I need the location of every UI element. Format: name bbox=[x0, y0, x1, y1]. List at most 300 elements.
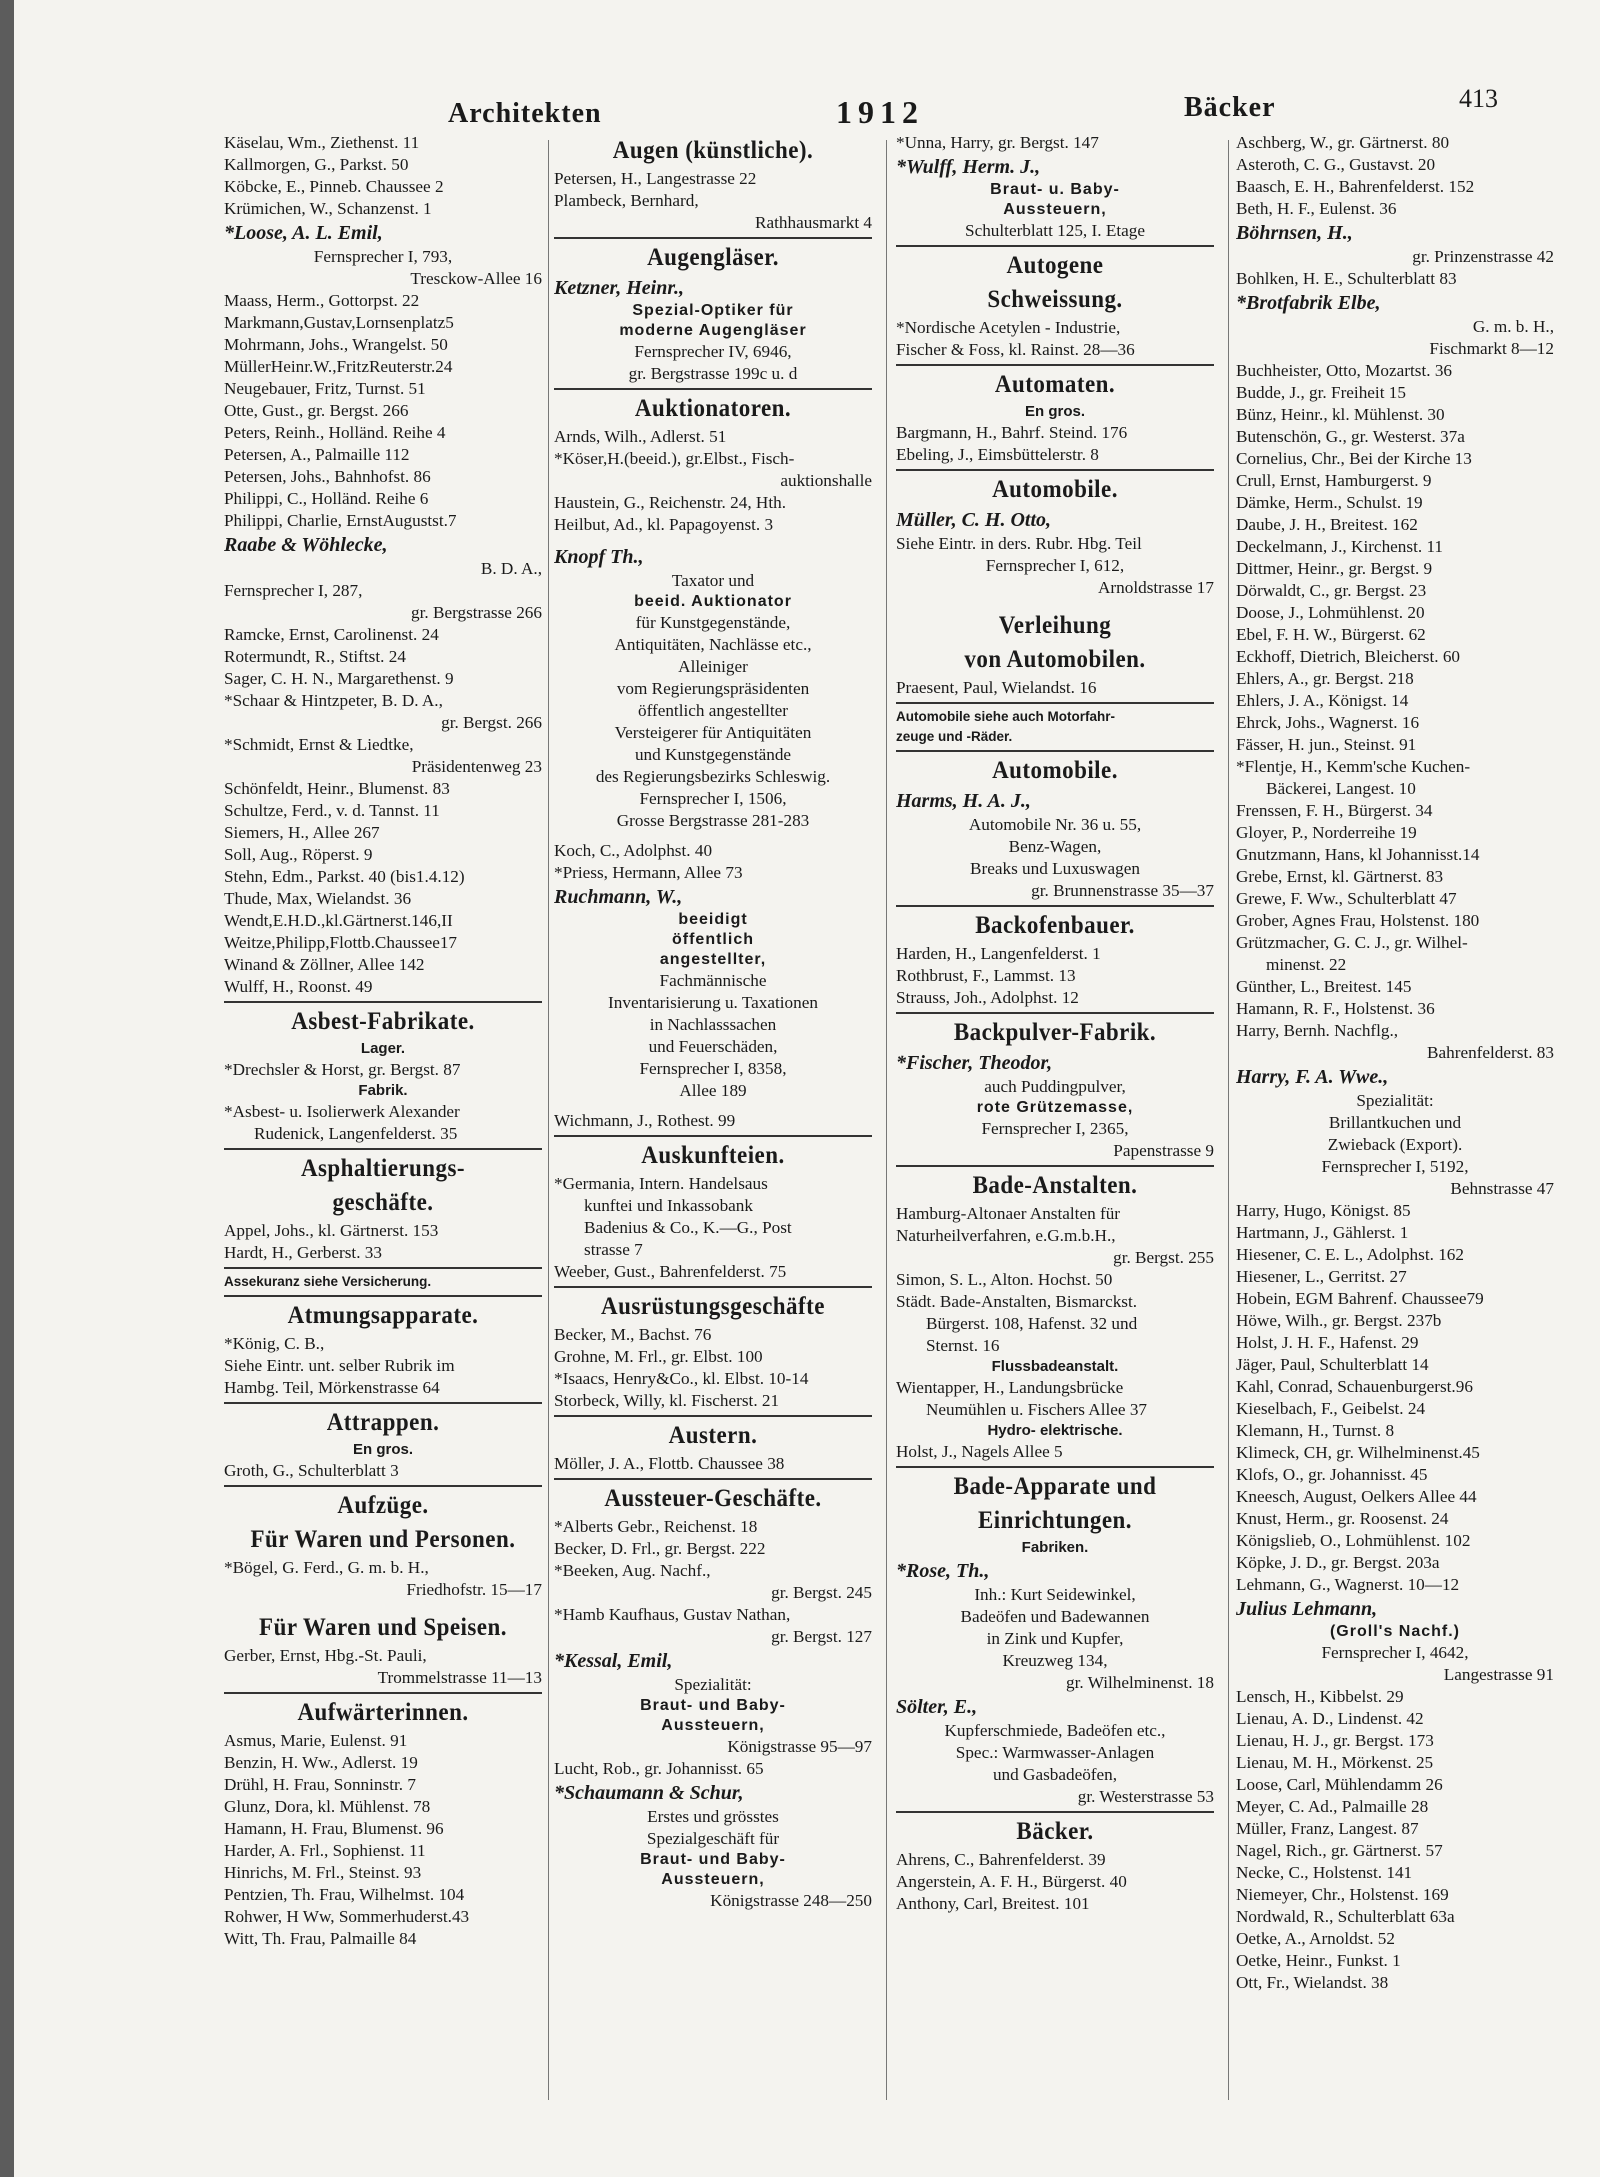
directory-entry: Lucht, Rob., gr. Johannisst. 65 bbox=[554, 1759, 764, 1778]
directory-entry: *Bögel, G. Ferd., G. m. b. H., bbox=[224, 1558, 429, 1577]
section-heading: Aufwärterinnen. bbox=[297, 1699, 469, 1726]
directory-entry: Ahrens, C., Bahrenfelderst. 39 bbox=[896, 1850, 1106, 1869]
directory-entry-address: Präsidentenweg 23 bbox=[411, 757, 542, 776]
section-heading: Schweissung. bbox=[987, 286, 1123, 313]
directory-entry: Fischer & Foss, kl. Rainst. 28—36 bbox=[896, 340, 1135, 359]
directory-entry: Strauss, Joh., Adolphst. 12 bbox=[896, 988, 1079, 1007]
directory-entry: Grohne, M. Frl., gr. Elbst. 100 bbox=[554, 1347, 763, 1366]
directory-entry-detail: Fernsprecher I, 4642, bbox=[1321, 1643, 1469, 1662]
directory-entry-detail: Zwieback (Export). bbox=[1327, 1135, 1463, 1154]
section-rule bbox=[896, 750, 1214, 752]
featured-firm-tagline: Spezial-Optiker für bbox=[632, 302, 794, 319]
featured-firm-name: Harry, F. A. Wwe., bbox=[1236, 1066, 1389, 1088]
directory-entry: Grewe, F. Ww., Schulterblatt 47 bbox=[1236, 889, 1457, 908]
directory-entry-detail: Fernsprecher I, 793, bbox=[313, 247, 453, 266]
featured-firm-name: Sölter, E., bbox=[896, 1696, 978, 1718]
directory-entry: Heilbut, Ad., kl. Papagoyenst. 3 bbox=[554, 515, 774, 534]
featured-firm-tagline: angestellter, bbox=[659, 951, 767, 968]
directory-entry-address: gr. Westerstrasse 53 bbox=[1077, 1787, 1214, 1806]
directory-entry: *Flentje, H., Kemm'sche Kuchen- bbox=[1236, 757, 1471, 776]
featured-firm-tagline: Aussteuern, bbox=[661, 1871, 765, 1888]
section-heading: von Automobilen. bbox=[964, 646, 1146, 673]
section-rule bbox=[554, 1415, 872, 1417]
directory-entry-continuation: strasse 7 bbox=[584, 1240, 643, 1259]
directory-entry-detail: Antiquitäten, Nachlässe etc., bbox=[614, 635, 812, 654]
directory-entry-detail: Fachmännische bbox=[659, 971, 767, 990]
directory-entry: Gerber, Ernst, Hbg.-St. Pauli, bbox=[224, 1646, 427, 1665]
directory-entry: Arnds, Wilh., Adlerst. 51 bbox=[554, 427, 727, 446]
directory-entry: Loose, Carl, Mühlendamm 26 bbox=[1236, 1775, 1443, 1794]
section-rule bbox=[224, 1402, 542, 1404]
section-subheading: En gros. bbox=[1024, 403, 1085, 420]
directory-entry: Grützmacher, G. C. J., gr. Wilhel- bbox=[1236, 933, 1468, 952]
directory-entry: Haustein, G., Reichenstr. 24, Hth. bbox=[554, 493, 786, 512]
directory-entry: *Isaacs, Henry&Co., kl. Elbst. 10-14 bbox=[554, 1369, 809, 1388]
directory-entry: Hobein, EGM Bahrenf. Chaussee79 bbox=[1236, 1289, 1484, 1308]
section-heading: Automobile. bbox=[992, 476, 1118, 503]
featured-firm-tagline: Braut- u. Baby- bbox=[990, 181, 1120, 198]
section-rule bbox=[896, 905, 1214, 907]
directory-entry-detail: Benz-Wagen, bbox=[1008, 837, 1102, 856]
directory-entry: Drühl, H. Frau, Sonninstr. 7 bbox=[224, 1775, 416, 1794]
directory-entry: Philippi, Charlie, ErnstAugustst.7 bbox=[224, 511, 457, 530]
directory-entry-address: Königstrasse 248—250 bbox=[710, 1891, 872, 1910]
directory-entry: Harden, H., Langenfelderst. 1 bbox=[896, 944, 1101, 963]
directory-entry: Bohlken, H. E., Schulterblatt 83 bbox=[1236, 269, 1457, 288]
featured-firm-tagline: öffentlich bbox=[672, 931, 754, 948]
directory-entry-address: gr. Wilhelminenst. 18 bbox=[1066, 1673, 1214, 1692]
section-subheading: Flussbadeanstalt. bbox=[991, 1358, 1119, 1375]
directory-entry: Grebe, Ernst, kl. Gärtnerst. 83 bbox=[1236, 867, 1444, 886]
directory-entry-address: auktionshalle bbox=[780, 471, 872, 490]
directory-entry-detail: auch Puddingpulver, bbox=[984, 1077, 1126, 1096]
directory-entry: Nordwald, R., Schulterblatt 63a bbox=[1236, 1907, 1455, 1926]
spacer bbox=[896, 599, 1214, 607]
section-heading: Für Waren und Speisen. bbox=[259, 1614, 507, 1641]
directory-entry: Aschberg, W., gr. Gärtnerst. 80 bbox=[1236, 133, 1450, 152]
directory-entry-address: Trommelstrasse 11—13 bbox=[377, 1668, 542, 1687]
directory-entry: Buchheister, Otto, Mozartst. 36 bbox=[1236, 361, 1453, 380]
directory-entry: Naturheilverfahren, e.G.m.b.H., bbox=[896, 1226, 1116, 1245]
directory-entry: Butenschön, G., gr. Westerst. 37a bbox=[1236, 427, 1465, 446]
section-heading: Ausrüstungsgeschäfte bbox=[601, 1293, 825, 1320]
directory-entry: Wichmann, J., Rothest. 99 bbox=[554, 1111, 736, 1130]
directory-entry: Käselau, Wm., Ziethenst. 11 bbox=[224, 133, 420, 152]
directory-entry: *Germania, Intern. Handelsaus bbox=[554, 1174, 768, 1193]
column-4 bbox=[1236, 132, 1554, 2122]
directory-entry: Wendt,E.H.D.,kl.Gärtnerst.146,II bbox=[224, 911, 453, 930]
directory-entry: Niemeyer, Chr., Holstenst. 169 bbox=[1236, 1885, 1449, 1904]
section-heading: Aufzüge. bbox=[337, 1492, 429, 1519]
section-heading: Auskunfteien. bbox=[641, 1142, 785, 1169]
directory-entry: Storbeck, Willy, kl. Fischerst. 21 bbox=[554, 1391, 780, 1410]
directory-entry: Beth, H. F., Eulenst. 36 bbox=[1236, 199, 1397, 218]
directory-entry-address: Papenstrasse 9 bbox=[1113, 1141, 1214, 1160]
directory-entry: Necke, C., Holstenst. 141 bbox=[1236, 1863, 1413, 1882]
directory-entry-detail: Kupferschmiede, Badeöfen etc., bbox=[944, 1721, 1166, 1740]
featured-firm-name: *Loose, A. L. Emil, bbox=[224, 222, 383, 244]
directory-entry-detail: Fernsprecher I, 8358, bbox=[639, 1059, 787, 1078]
section-heading: Automaten. bbox=[994, 371, 1116, 398]
section-rule bbox=[224, 1148, 542, 1150]
directory-entry: Klemann, H., Turnst. 8 bbox=[1236, 1421, 1395, 1440]
cross-reference-note: Automobile siehe auch Motorfahr- bbox=[896, 709, 1116, 724]
directory-entry: Philippi, C., Holländ. Reihe 6 bbox=[224, 489, 429, 508]
directory-entry-address: gr. Bergst. 266 bbox=[441, 713, 542, 732]
directory-entry: Köbcke, E., Pinneb. Chaussee 2 bbox=[224, 177, 444, 196]
directory-entry-address: Tresckow-Allee 16 bbox=[410, 269, 542, 288]
directory-entry: Krümichen, W., Schanzenst. 1 bbox=[224, 199, 432, 218]
directory-entry: Dittmer, Heinr., gr. Bergst. 9 bbox=[1236, 559, 1433, 578]
directory-entry: Plambeck, Bernhard, bbox=[554, 191, 699, 210]
directory-entry: Soll, Aug., Röperst. 9 bbox=[224, 845, 373, 864]
section-rule bbox=[896, 1811, 1214, 1813]
page-header bbox=[214, 84, 1570, 130]
directory-entry: Winand & Zöllner, Allee 142 bbox=[224, 955, 425, 974]
directory-entry: Lensch, H., Kibbelst. 29 bbox=[1236, 1687, 1404, 1706]
section-heading: Bade-Apparate und bbox=[953, 1473, 1157, 1500]
directory-entry: Hamann, R. F., Holstenst. 36 bbox=[1236, 999, 1435, 1018]
directory-entry: Hiesener, C. E. L., Adolphst. 162 bbox=[1236, 1245, 1464, 1264]
section-rule bbox=[554, 237, 872, 239]
directory-entry: Hambg. Teil, Mörkenstrasse 64 bbox=[224, 1378, 440, 1397]
featured-firm-tagline: Braut- und Baby- bbox=[640, 1851, 786, 1868]
directory-entry-detail: Grosse Bergstrasse 281-283 bbox=[616, 811, 810, 830]
directory-entry-continuation: minenst. 22 bbox=[1266, 955, 1347, 974]
directory-entry: Appel, Johs., kl. Gärtnerst. 153 bbox=[224, 1221, 439, 1240]
section-heading: Asbest-Fabrikate. bbox=[291, 1008, 475, 1035]
directory-entry-detail: in Nachlasssachen bbox=[649, 1015, 777, 1034]
directory-entry-continuation: kunftei und Inkassobank bbox=[584, 1196, 753, 1215]
featured-firm-name: Ruchmann, W., bbox=[554, 886, 683, 908]
directory-entry-detail: gr. Bergstrasse 199c u. d bbox=[628, 364, 798, 383]
column-2 bbox=[554, 132, 872, 2122]
directory-entry-address: Rathhausmarkt 4 bbox=[755, 213, 872, 232]
directory-entry-detail: des Regierungsbezirks Schleswig. bbox=[595, 767, 831, 786]
directory-entry-detail: in Zink und Kupfer, bbox=[986, 1629, 1124, 1648]
featured-firm-tagline: moderne Augengläser bbox=[619, 322, 807, 339]
directory-entry: Hartmann, J., Gählerst. 1 bbox=[1236, 1223, 1409, 1242]
directory-entry: Müller, Franz, Langest. 87 bbox=[1236, 1819, 1419, 1838]
featured-firm-name: Ketzner, Heinr., bbox=[554, 277, 685, 299]
directory-entry-detail: für Kunstgegenstände, bbox=[635, 613, 791, 632]
directory-entry-detail: Fernsprecher I, 612, bbox=[985, 556, 1125, 575]
directory-entry: Becker, M., Bachst. 76 bbox=[554, 1325, 712, 1344]
directory-entry-address: Fischmarkt 8—12 bbox=[1429, 339, 1554, 358]
directory-entry: Klofs, O., gr. Johannisst. 45 bbox=[1236, 1465, 1428, 1484]
directory-entry: Mohrmann, Johs., Wrangelst. 50 bbox=[224, 335, 448, 354]
directory-entry-address: gr. Prinzenstrasse 42 bbox=[1412, 247, 1554, 266]
featured-firm-tagline: (Groll's Nachf.) bbox=[1329, 1623, 1461, 1640]
section-heading: Attrappen. bbox=[326, 1409, 440, 1436]
directory-entry: Nagel, Rich., gr. Gärtnerst. 57 bbox=[1236, 1841, 1443, 1860]
directory-entry-detail: Schulterblatt 125, I. Etage bbox=[965, 221, 1145, 240]
directory-entry: Praesent, Paul, Wielandst. 16 bbox=[896, 678, 1097, 697]
directory-entry: *König, C. B., bbox=[224, 1334, 325, 1353]
featured-firm-name: Böhrnsen, H., bbox=[1236, 222, 1353, 244]
directory-entry-detail: Badeöfen und Badewannen bbox=[960, 1607, 1150, 1626]
directory-entry-address: G. m. b. H., bbox=[1472, 317, 1554, 336]
featured-firm-tagline: Aussteuern, bbox=[1003, 201, 1107, 218]
section-heading: Augengläser. bbox=[647, 244, 779, 271]
directory-entry: Budde, J., gr. Freiheit 15 bbox=[1236, 383, 1406, 402]
directory-entry-detail: Fernsprecher I, 1506, bbox=[639, 789, 787, 808]
column-divider bbox=[1228, 140, 1229, 2100]
section-rule bbox=[896, 364, 1214, 366]
directory-entry: Peters, Reinh., Holländ. Reihe 4 bbox=[224, 423, 446, 442]
directory-entry: Hamann, H. Frau, Blumenst. 96 bbox=[224, 1819, 444, 1838]
directory-entry-detail: Versteigerer für Antiquitäten bbox=[614, 723, 812, 742]
directory-entry-detail: Breaks und Luxuswagen bbox=[970, 859, 1140, 878]
featured-firm-name: *Fischer, Theodor, bbox=[896, 1052, 1053, 1074]
directory-entry: Gnutzmann, Hans, kl Johannisst.14 bbox=[1236, 845, 1480, 864]
featured-firm-tagline: Aussteuern, bbox=[661, 1717, 765, 1734]
section-heading: Verleihung bbox=[998, 612, 1112, 639]
section-heading: geschäfte. bbox=[332, 1189, 434, 1216]
directory-entry: Cornelius, Chr., Bei der Kirche 13 bbox=[1236, 449, 1472, 468]
directory-entry-detail: Automobile Nr. 36 u. 55, bbox=[968, 815, 1142, 834]
directory-entry-continuation: Rudenick, Langenfelderst. 35 bbox=[254, 1124, 458, 1143]
section-heading: Augen (künstliche). bbox=[612, 137, 814, 164]
directory-entry: Günther, L., Breitest. 145 bbox=[1236, 977, 1412, 996]
directory-entry: Ramcke, Ernst, Carolinenst. 24 bbox=[224, 625, 439, 644]
directory-entry: Lehmann, G., Wagnerst. 10—12 bbox=[1236, 1575, 1460, 1594]
directory-entry: MüllerHeinr.W.,FritzReuterstr.24 bbox=[224, 357, 453, 376]
directory-entry-continuation: Bürgerst. 108, Hafenst. 32 und bbox=[926, 1314, 1138, 1333]
directory-entry: Städt. Bade-Anstalten, Bismarckst. bbox=[896, 1292, 1138, 1311]
directory-entry: Harry, Hugo, Königst. 85 bbox=[1236, 1201, 1411, 1220]
directory-entry: Hiesener, L., Gerritst. 27 bbox=[1236, 1267, 1407, 1286]
featured-firm-tagline: Braut- und Baby- bbox=[640, 1697, 786, 1714]
section-rule bbox=[224, 1692, 542, 1694]
directory-entry: Grober, Agnes Frau, Holstenst. 180 bbox=[1236, 911, 1480, 930]
directory-entry-detail: Allee 189 bbox=[679, 1081, 747, 1100]
column-1 bbox=[224, 132, 542, 2122]
section-heading: Autogene bbox=[1006, 252, 1104, 279]
directory-entry: Ehlers, J. A., Königst. 14 bbox=[1236, 691, 1409, 710]
section-heading: Austern. bbox=[668, 1422, 758, 1449]
directory-entry: Wulff, H., Roonst. 49 bbox=[224, 977, 373, 996]
directory-entry: Kahl, Conrad, Schauenburgerst.96 bbox=[1236, 1377, 1473, 1396]
featured-firm-tagline: beeid. Auktionator bbox=[634, 593, 792, 610]
directory-entry-detail: und Feuerschäden, bbox=[648, 1037, 778, 1056]
section-rule bbox=[896, 469, 1214, 471]
directory-entry: Doose, J., Lohmühlenst. 20 bbox=[1236, 603, 1425, 622]
featured-firm-tagline: beeidigt bbox=[678, 911, 748, 928]
directory-entry: Stehn, Edm., Parkst. 40 (bis1.4.12) bbox=[224, 867, 465, 886]
directory-entry: Petersen, A., Palmaille 112 bbox=[224, 445, 410, 464]
section-rule bbox=[554, 1286, 872, 1288]
directory-entry: *Schmidt, Ernst & Liedtke, bbox=[224, 735, 414, 754]
directory-entry-detail: Erstes und grösstes bbox=[647, 1807, 779, 1826]
section-heading: Backofenbauer. bbox=[975, 912, 1135, 939]
directory-entry: Weeber, Gust., Bahrenfelderst. 75 bbox=[554, 1262, 787, 1281]
section-subheading: Fabriken. bbox=[1021, 1539, 1089, 1556]
directory-entry: Koch, C., Adolphst. 40 bbox=[554, 841, 713, 860]
directory-entry: Baasch, E. H., Bahrenfelderst. 152 bbox=[1236, 177, 1475, 196]
directory-entry-detail: Spezialität: bbox=[1356, 1091, 1434, 1110]
directory-entry-detail: Fernsprecher I, 2365, bbox=[981, 1119, 1129, 1138]
section-subheading: Fabrik. bbox=[358, 1082, 408, 1099]
directory-entry: Schultze, Ferd., v. d. Tannst. 11 bbox=[224, 801, 440, 820]
directory-entry-continuation: Neumühlen u. Fischers Allee 37 bbox=[926, 1400, 1148, 1419]
directory-entry-continuation: Bäckerei, Langest. 10 bbox=[1266, 779, 1416, 798]
directory-entry: Neugebauer, Fritz, Turnst. 51 bbox=[224, 379, 426, 398]
section-rule bbox=[224, 1001, 542, 1003]
directory-entry: *Hamb Kaufhaus, Gustav Nathan, bbox=[554, 1605, 791, 1624]
directory-entry: Harder, A. Frl., Sophienst. 11 bbox=[224, 1841, 426, 1860]
section-heading: Atmungsapparate. bbox=[287, 1302, 479, 1329]
directory-entry-detail: und Kunstgegenstände bbox=[634, 745, 792, 764]
section-heading: Für Waren und Personen. bbox=[250, 1526, 516, 1553]
directory-entry: Daube, J. H., Breitest. 162 bbox=[1236, 515, 1418, 534]
featured-firm-name: *Wulff, Herm. J., bbox=[896, 156, 1041, 178]
section-heading: Einrichtungen. bbox=[977, 1507, 1133, 1534]
directory-entry: Eckhoff, Dietrich, Bleicherst. 60 bbox=[1236, 647, 1461, 666]
directory-entry: *Schaar & Hintzpeter, B. D. A., bbox=[224, 691, 443, 710]
directory-entry: *Nordische Acetylen - Industrie, bbox=[896, 318, 1121, 337]
featured-firm-name: Harms, H. A. J., bbox=[896, 790, 1031, 812]
directory-entry: Lienau, A. D., Lindenst. 42 bbox=[1236, 1709, 1424, 1728]
directory-entry-address: Behnstrasse 47 bbox=[1450, 1179, 1554, 1198]
directory-entry-detail: Taxator und bbox=[671, 571, 755, 590]
directory-entry: *Beeken, Aug. Nachf., bbox=[554, 1561, 711, 1580]
section-rule bbox=[896, 702, 1214, 704]
directory-entry: Groth, G., Schulterblatt 3 bbox=[224, 1461, 399, 1480]
directory-entry: Lienau, H. J., gr. Bergst. 173 bbox=[1236, 1731, 1434, 1750]
directory-entry-detail: Alleiniger bbox=[678, 657, 748, 676]
directory-entry: Asmus, Marie, Eulenst. 91 bbox=[224, 1731, 408, 1750]
directory-entry: Kneesch, August, Oelkers Allee 44 bbox=[1236, 1487, 1477, 1506]
directory-entry-address: B. D. A., bbox=[480, 559, 542, 578]
section-rule bbox=[554, 388, 872, 390]
directory-entry: Siehe Eintr. in ders. Rubr. Hbg. Teil bbox=[896, 534, 1142, 553]
directory-entry-detail: Kreuzweg 134, bbox=[1002, 1651, 1108, 1670]
directory-entry: Kieselbach, F., Geibelst. 24 bbox=[1236, 1399, 1426, 1418]
directory-entry-detail: Inventarisierung u. Taxationen bbox=[608, 993, 818, 1012]
directory-entry-detail: Brillantkuchen und bbox=[1328, 1113, 1462, 1132]
header-year: 1912 bbox=[836, 94, 924, 130]
directory-entry: Deckelmann, J., Kirchenst. 11 bbox=[1236, 537, 1443, 556]
directory-entry: Oetke, A., Arnoldst. 52 bbox=[1236, 1929, 1395, 1948]
directory-entry-address: gr. Bergstrasse 266 bbox=[411, 603, 542, 622]
section-subheading: Hydro- elektrische. bbox=[987, 1422, 1123, 1439]
directory-entry: Ott, Fr., Wielandst. 38 bbox=[1236, 1973, 1389, 1992]
directory-entry: Markmann,Gustav,Lornsenplatz5 bbox=[224, 313, 454, 332]
directory-entry: Thude, Max, Wielandst. 36 bbox=[224, 889, 412, 908]
directory-entry: Wientapper, H., Landungsbrücke bbox=[896, 1378, 1124, 1397]
directory-entry: *Alberts Gebr., Reichenst. 18 bbox=[554, 1517, 758, 1536]
directory-entry: Möller, J. A., Flottb. Chaussee 38 bbox=[554, 1454, 785, 1473]
spacer bbox=[554, 1102, 872, 1110]
directory-page bbox=[14, 0, 1600, 2177]
section-heading: Bäcker. bbox=[1016, 1818, 1094, 1845]
directory-entry-address: Königstrasse 95—97 bbox=[727, 1737, 872, 1756]
directory-entry: *Köser,H.(beeid.), gr.Elbst., Fisch- bbox=[554, 449, 795, 468]
directory-entry-address: Friedhofstr. 15—17 bbox=[406, 1580, 542, 1599]
section-heading: Backpulver-Fabrik. bbox=[953, 1019, 1157, 1046]
directory-entry: *Drechsler & Horst, gr. Bergst. 87 bbox=[224, 1060, 461, 1079]
section-rule bbox=[224, 1267, 542, 1269]
directory-entry: Meyer, C. Ad., Palmaille 28 bbox=[1236, 1797, 1429, 1816]
directory-entry: Becker, D. Frl., gr. Bergst. 222 bbox=[554, 1539, 766, 1558]
header-left-keyword: Architekten bbox=[448, 98, 602, 129]
directory-entry: Weitze,Philipp,Flottb.Chaussee17 bbox=[224, 933, 458, 952]
section-subheading: En gros. bbox=[352, 1441, 413, 1458]
directory-entry: Oetke, Heinr., Funkst. 1 bbox=[1236, 1951, 1401, 1970]
spacer bbox=[554, 832, 872, 840]
featured-firm-name: Raabe & Wöhlecke, bbox=[224, 534, 388, 556]
section-rule bbox=[554, 1478, 872, 1480]
spacer bbox=[224, 1601, 542, 1609]
directory-entry-continuation: Badenius & Co., K.—G., Post bbox=[584, 1218, 792, 1237]
directory-entry: Rotermundt, R., Stiftst. 24 bbox=[224, 647, 406, 666]
directory-entry: Hinrichs, M. Frl., Steinst. 93 bbox=[224, 1863, 422, 1882]
section-subheading: Lager. bbox=[360, 1040, 406, 1057]
column-divider bbox=[886, 140, 887, 2100]
directory-entry: Maass, Herm., Gottorpst. 22 bbox=[224, 291, 420, 310]
featured-firm-name: *Brotfabrik Elbe, bbox=[1236, 292, 1381, 314]
directory-entry: Pentzien, Th. Frau, Wilhelmst. 104 bbox=[224, 1885, 465, 1904]
directory-entry: Simon, S. L., Alton. Hochst. 50 bbox=[896, 1270, 1113, 1289]
directory-entry: Frenssen, F. H., Bürgerst. 34 bbox=[1236, 801, 1433, 820]
directory-entry: *Priess, Hermann, Allee 73 bbox=[554, 863, 743, 882]
directory-entry-address: Arnoldstrasse 17 bbox=[1098, 578, 1214, 597]
directory-entry-detail: und Gasbadeöfen, bbox=[992, 1765, 1118, 1784]
directory-entry: Asteroth, C. G., Gustavst. 20 bbox=[1236, 155, 1436, 174]
directory-entry: Ebeling, J., Eimsbüttelerstr. 8 bbox=[896, 445, 1099, 464]
directory-entry: Fässer, H. jun., Steinst. 91 bbox=[1236, 735, 1417, 754]
section-heading: Automobile. bbox=[992, 757, 1118, 784]
directory-entry: Hamburg-Altonaer Anstalten für bbox=[896, 1204, 1121, 1223]
directory-entry: Schönfeldt, Heinr., Blumenst. 83 bbox=[224, 779, 450, 798]
directory-entry: Glunz, Dora, kl. Mühlenst. 78 bbox=[224, 1797, 431, 1816]
directory-entry: Lienau, M. H., Mörkenst. 25 bbox=[1236, 1753, 1434, 1772]
directory-entry: Rothbrust, F., Lammst. 13 bbox=[896, 966, 1076, 985]
featured-firm-tagline: rote Grützemasse, bbox=[976, 1099, 1134, 1116]
directory-entry: Königslieb, O., Lohmühlenst. 102 bbox=[1236, 1531, 1471, 1550]
directory-entry: Gloyer, P., Norderreihe 19 bbox=[1236, 823, 1417, 842]
directory-entry-address: gr. Bergst. 245 bbox=[771, 1583, 872, 1602]
header-right-keyword: Bäcker bbox=[1184, 92, 1276, 123]
directory-entry: Otte, Gust., gr. Bergst. 266 bbox=[224, 401, 409, 420]
directory-entry-detail: Spezialität: bbox=[674, 1675, 752, 1694]
section-rule bbox=[896, 1466, 1214, 1468]
directory-entry: Bargmann, H., Bahrf. Steind. 176 bbox=[896, 423, 1128, 442]
directory-entry: Ebel, F. H. W., Bürgerst. 62 bbox=[1236, 625, 1426, 644]
section-rule bbox=[224, 1295, 542, 1297]
directory-entry: Kallmorgen, G., Parkst. 50 bbox=[224, 155, 409, 174]
directory-entry: Hardt, H., Gerberst. 33 bbox=[224, 1243, 382, 1262]
featured-firm-name: *Schaumann & Schur, bbox=[554, 1782, 744, 1804]
directory-entry: Angerstein, A. F. H., Bürgerst. 40 bbox=[896, 1872, 1127, 1891]
directory-entry: Knust, Herm., gr. Roosenst. 24 bbox=[1236, 1509, 1449, 1528]
directory-entry: Petersen, Johs., Bahnhofst. 86 bbox=[224, 467, 431, 486]
directory-entry: Ehlers, A., gr. Bergst. 218 bbox=[1236, 669, 1414, 688]
cross-reference-note: Assekuranz siehe Versicherung. bbox=[224, 1274, 432, 1289]
section-rule bbox=[896, 1012, 1214, 1014]
page-number: 413 bbox=[1459, 84, 1498, 113]
section-rule bbox=[896, 1165, 1214, 1167]
directory-entry: Siehe Eintr. unt. selber Rubrik im bbox=[224, 1356, 455, 1375]
directory-entry: Fernsprecher I, 287, bbox=[224, 581, 363, 600]
directory-entry: Klimeck, CH, gr. Wilhelminenst.45 bbox=[1236, 1443, 1480, 1462]
directory-entry-continuation: Sternst. 16 bbox=[926, 1336, 1000, 1355]
cross-reference-note: zeuge und -Räder. bbox=[896, 729, 1013, 744]
directory-entry: Jäger, Paul, Schulterblatt 14 bbox=[1236, 1355, 1429, 1374]
directory-entry: Harry, Bernh. Nachflg., bbox=[1236, 1021, 1399, 1040]
directory-entry-detail: Inh.: Kurt Seidewinkel, bbox=[974, 1585, 1136, 1604]
